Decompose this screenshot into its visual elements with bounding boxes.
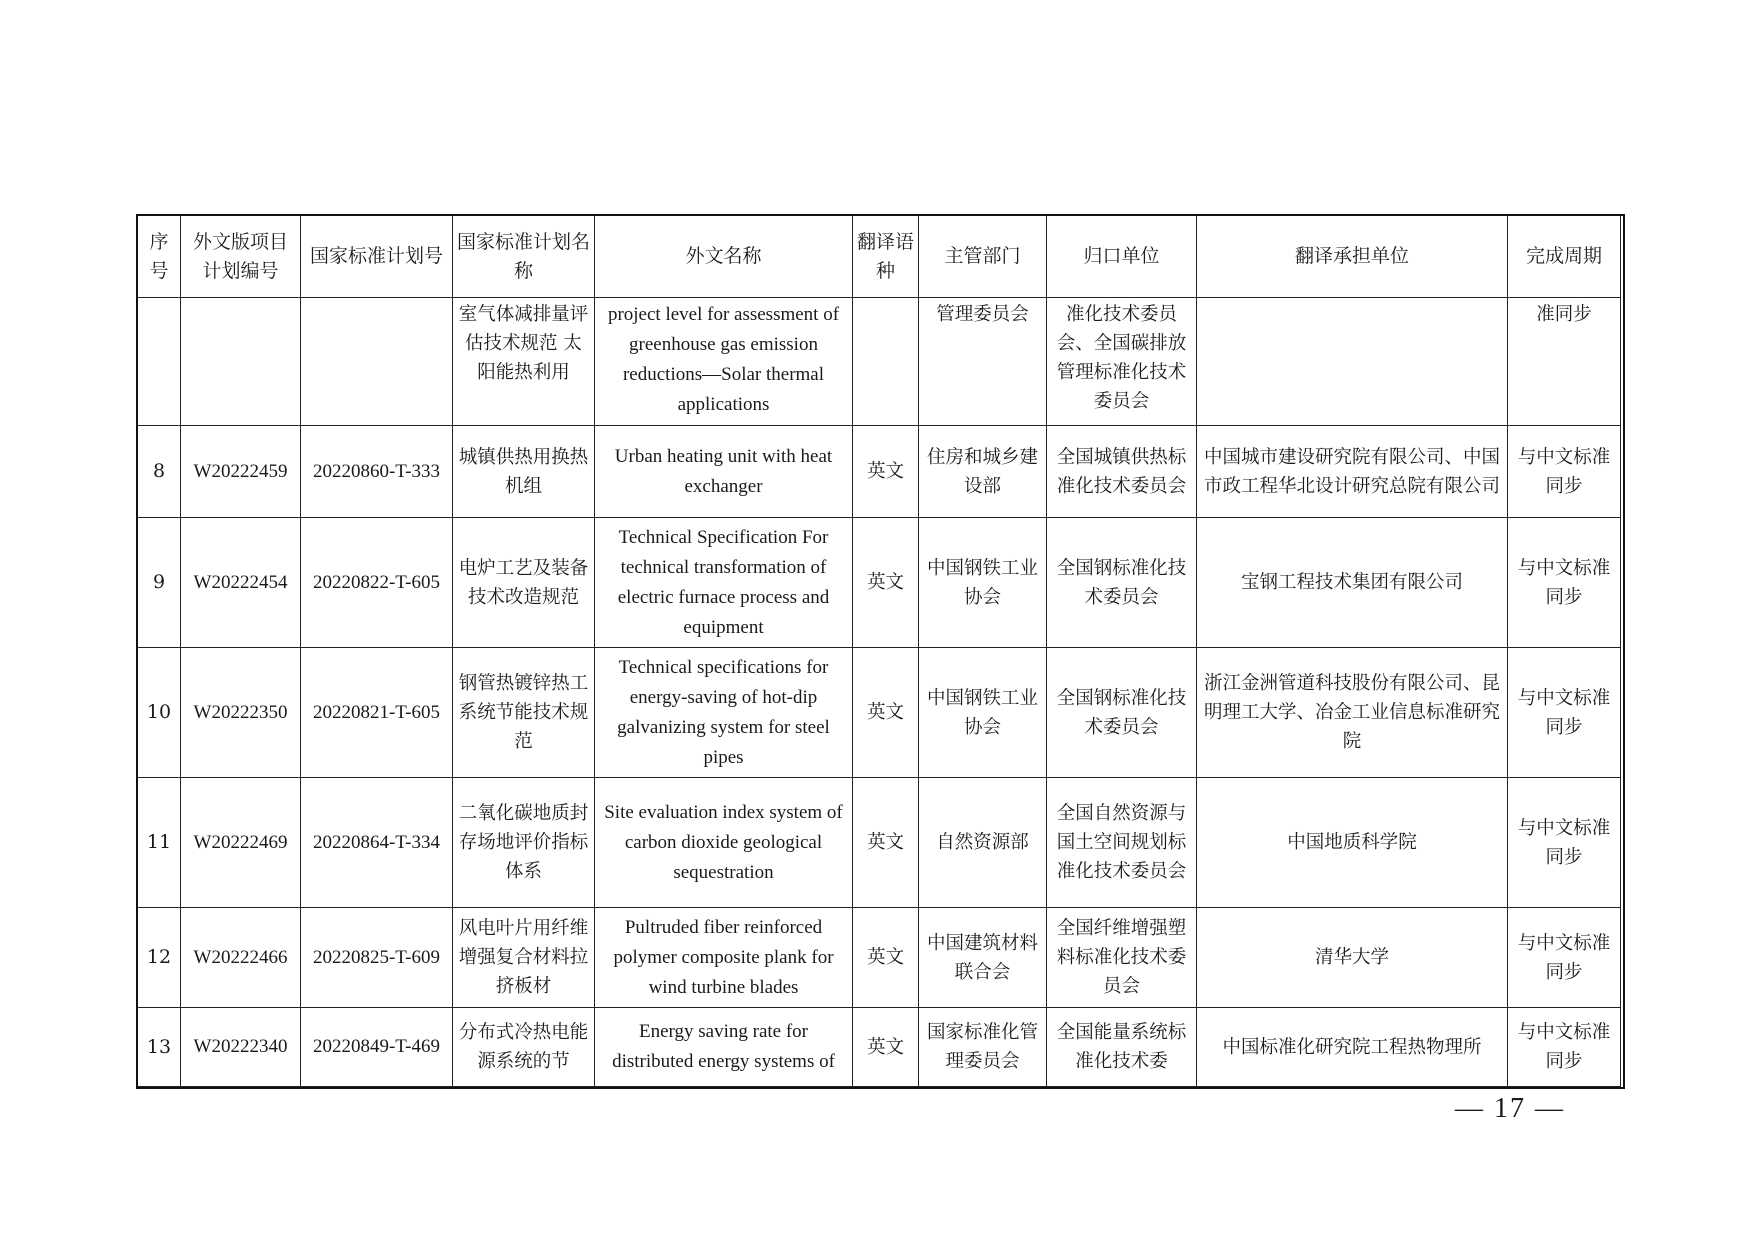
- page-number: — 17 —: [1455, 1093, 1565, 1124]
- department: 中国建筑材料联合会: [919, 908, 1047, 1008]
- plan-code: W20222340: [181, 1008, 301, 1087]
- translator: 中国地质科学院: [1197, 778, 1508, 908]
- standard-number: [301, 298, 453, 426]
- table-row: [138, 1008, 1621, 1087]
- technical-committee: 全国钢标准化技术委员会: [1047, 648, 1197, 778]
- standard-number: 20220860-T-333: [301, 426, 453, 518]
- completion-period: 与中文标准同步: [1508, 1008, 1621, 1087]
- english-name: Urban heating unit with heat exchanger: [595, 426, 853, 518]
- department: 国家标准化管理委员会: [919, 1008, 1047, 1087]
- row-no: 11: [138, 778, 181, 908]
- standard-number: 20220825-T-609: [301, 908, 453, 1008]
- chinese-name: 室气体减排量评估技术规范 太阳能热利用: [453, 298, 595, 426]
- english-name: Energy saving rate for distributed energy systems of: [595, 1008, 853, 1087]
- standards-table: [137, 215, 1621, 1087]
- table-row: [138, 426, 1621, 518]
- english-name: Technical Specification For technical transformation of electric furnace process and equipment: [595, 518, 853, 648]
- chinese-name: 二氧化碳地质封存场地评价指标体系: [453, 778, 595, 908]
- completion-period: 准同步: [1508, 298, 1621, 426]
- row-no: 13: [138, 1008, 181, 1087]
- standard-number: 20220864-T-334: [301, 778, 453, 908]
- technical-committee: 全国能量系统标准化技术委: [1047, 1008, 1197, 1087]
- row-no: 8: [138, 426, 181, 518]
- table-header-row: [138, 216, 1621, 298]
- technical-committee: 准化技术委员会、全国碳排放管理标准化技术委员会: [1047, 298, 1197, 426]
- header-cell: 外文名称: [595, 216, 853, 298]
- plan-code: [181, 298, 301, 426]
- header-cell: 主管部门: [919, 216, 1047, 298]
- standard-number: 20220821-T-605: [301, 648, 453, 778]
- row-no: 9: [138, 518, 181, 648]
- row-no: [138, 298, 181, 426]
- technical-committee: 全国纤维增强塑料标准化技术委员会: [1047, 908, 1197, 1008]
- english-name: Pultruded fiber reinforced polymer composite plank for wind turbine blades: [595, 908, 853, 1008]
- translator: 中国标准化研究院工程热物理所: [1197, 1008, 1508, 1087]
- english-name: Site evaluation index system of carbon dioxide geological sequestration: [595, 778, 853, 908]
- header-cell: 国家标准计划名称: [453, 216, 595, 298]
- department: 中国钢铁工业协会: [919, 518, 1047, 648]
- header-cell: 外文版项目计划编号: [181, 216, 301, 298]
- table-row: [138, 908, 1621, 1008]
- translator: 宝钢工程技术集团有限公司: [1197, 518, 1508, 648]
- language: 英文: [853, 648, 919, 778]
- plan-code: W20222350: [181, 648, 301, 778]
- row-no: 10: [138, 648, 181, 778]
- translator: [1197, 298, 1508, 426]
- technical-committee: 全国城镇供热标准化技术委员会: [1047, 426, 1197, 518]
- language: 英文: [853, 518, 919, 648]
- completion-period: 与中文标准同步: [1508, 426, 1621, 518]
- department: 管理委员会: [919, 298, 1047, 426]
- completion-period: 与中文标准同步: [1508, 778, 1621, 908]
- translator: 清华大学: [1197, 908, 1508, 1008]
- table-row: [138, 518, 1621, 648]
- language: 英文: [853, 1008, 919, 1087]
- chinese-name: 电炉工艺及装备技术改造规范: [453, 518, 595, 648]
- row-no: 12: [138, 908, 181, 1008]
- language: [853, 298, 919, 426]
- chinese-name: 钢管热镀锌热工系统节能技术规范: [453, 648, 595, 778]
- plan-code: W20222454: [181, 518, 301, 648]
- header-cell: 翻译承担单位: [1197, 216, 1508, 298]
- header-cell: 完成周期: [1508, 216, 1621, 298]
- translator: 中国城市建设研究院有限公司、中国市政工程华北设计研究总院有限公司: [1197, 426, 1508, 518]
- language: 英文: [853, 778, 919, 908]
- translator: 浙江金洲管道科技股份有限公司、昆明理工大学、冶金工业信息标准研究院: [1197, 648, 1508, 778]
- table-row: [138, 298, 1621, 426]
- technical-committee: 全国自然资源与国土空间规划标准化技术委员会: [1047, 778, 1197, 908]
- chinese-name: 风电叶片用纤维增强复合材料拉挤板材: [453, 908, 595, 1008]
- table-row: [138, 778, 1621, 908]
- language: 英文: [853, 908, 919, 1008]
- department: 住房和城乡建设部: [919, 426, 1047, 518]
- completion-period: 与中文标准同步: [1508, 908, 1621, 1008]
- english-name: Technical specifications for energy-saving of hot-dip galvanizing system for steel pipes: [595, 648, 853, 778]
- completion-period: 与中文标准同步: [1508, 518, 1621, 648]
- completion-period: 与中文标准同步: [1508, 648, 1621, 778]
- header-cell: 翻译语种: [853, 216, 919, 298]
- standard-number: 20220849-T-469: [301, 1008, 453, 1087]
- chinese-name: 分布式冷热电能源系统的节: [453, 1008, 595, 1087]
- technical-committee: 全国钢标准化技术委员会: [1047, 518, 1197, 648]
- english-name: project level for assessment of greenhouse gas emission reductions—Solar thermal applications: [595, 298, 853, 426]
- header-cell: 国家标准计划号: [301, 216, 453, 298]
- language: 英文: [853, 426, 919, 518]
- plan-code: W20222469: [181, 778, 301, 908]
- department: 中国钢铁工业协会: [919, 648, 1047, 778]
- table-row: [138, 648, 1621, 778]
- header-cell: 序号: [138, 216, 181, 298]
- chinese-name: 城镇供热用换热机组: [453, 426, 595, 518]
- plan-code: W20222459: [181, 426, 301, 518]
- plan-code: W20222466: [181, 908, 301, 1008]
- department: 自然资源部: [919, 778, 1047, 908]
- standard-number: 20220822-T-605: [301, 518, 453, 648]
- header-cell: 归口单位: [1047, 216, 1197, 298]
